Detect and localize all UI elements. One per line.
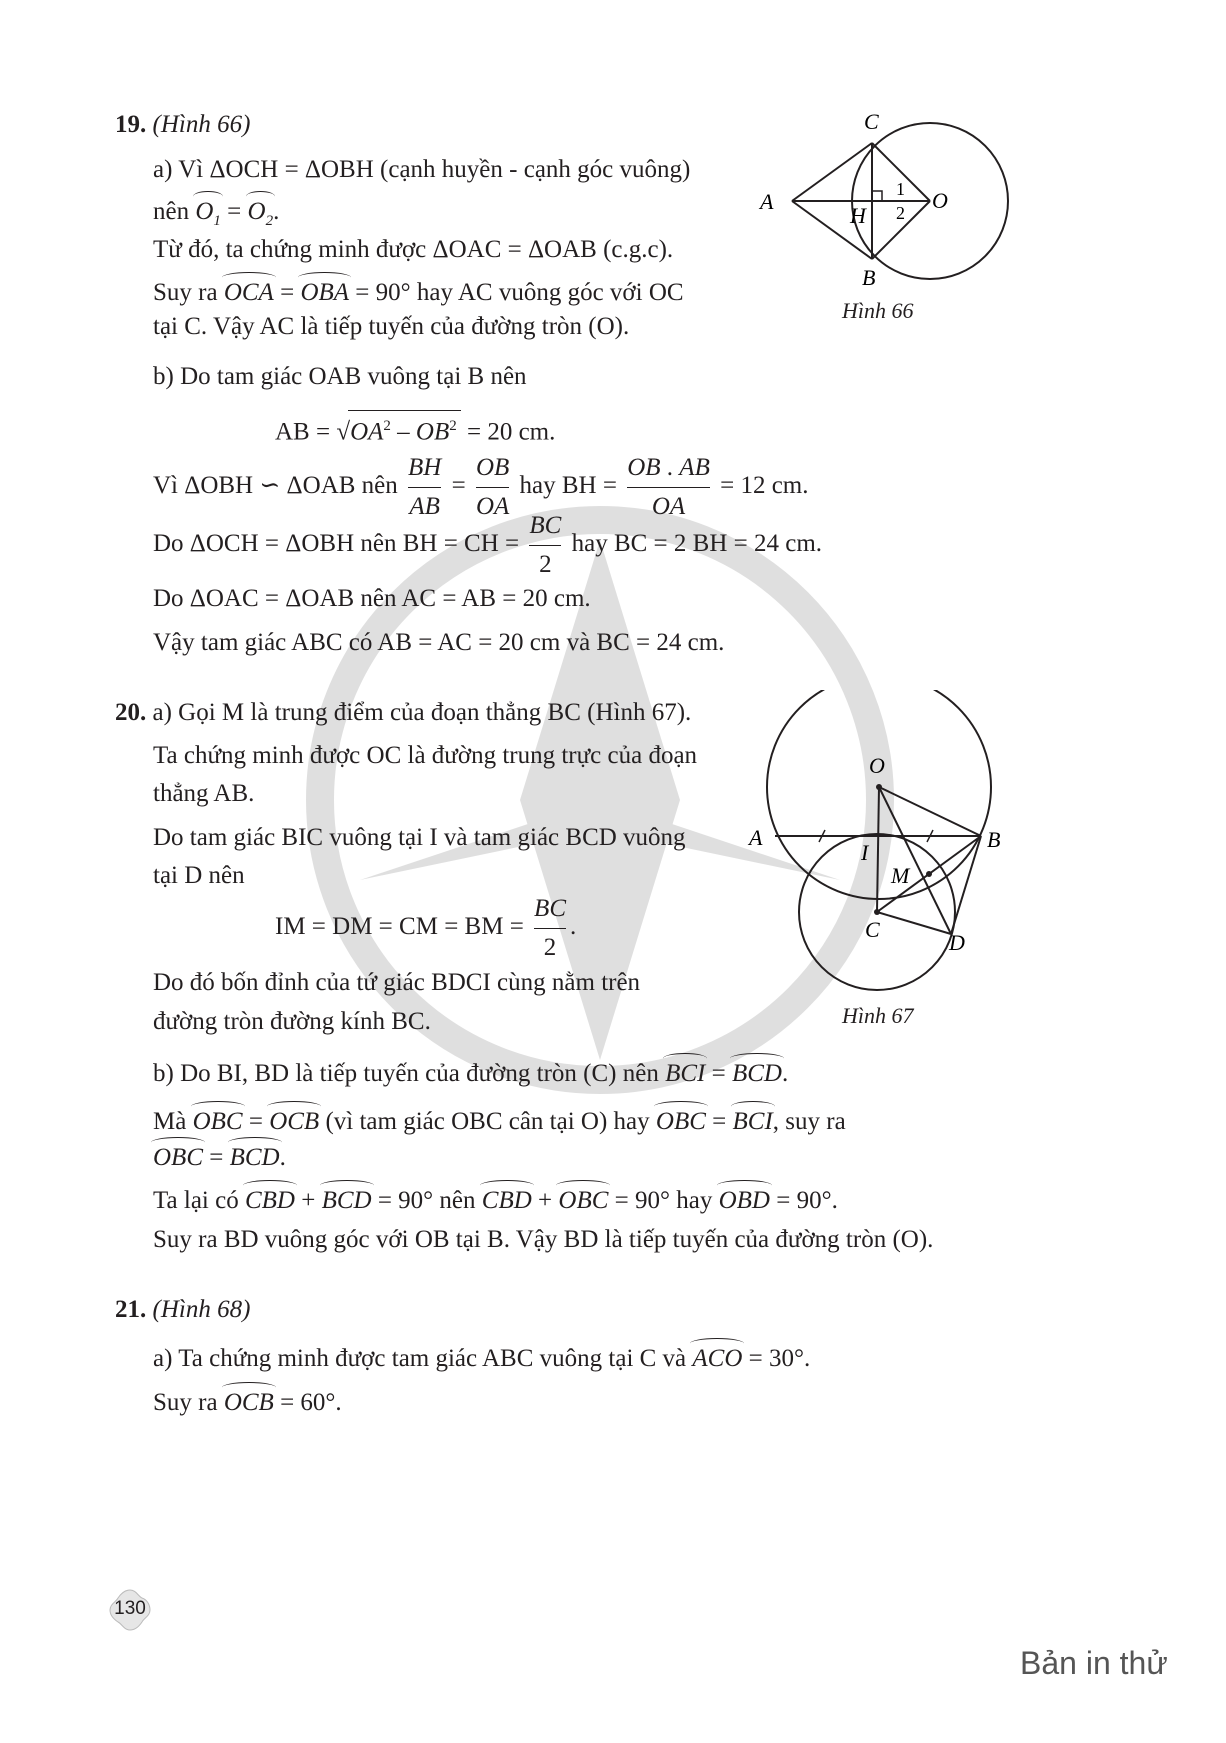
p19-line-b2: AB = $√OA^2 - OB^2 = 20$ cm.: [275, 410, 555, 447]
text: a) Gọi M là trung điểm của đoạn thẳng BC (Hình 67).: [152, 699, 692, 726]
text: = 60°.: [280, 1389, 342, 1416]
p19-line-a2: nên $O_1 = O_2$.: [153, 193, 279, 236]
text: hay BH =: [519, 472, 617, 499]
fig66-label-h: H: [850, 203, 866, 228]
angle-o2: $O_2$: [248, 193, 274, 236]
fig66-label-c: C: [864, 109, 879, 134]
problem-number: 21.: [115, 1296, 147, 1323]
problem-number: 19.: [115, 111, 147, 138]
p20-line-a8: đường tròn đường kính BC.: [153, 1008, 431, 1035]
fig66-label-a: A: [760, 189, 774, 214]
text: = 90° hay: [614, 1187, 713, 1214]
text: Vì ΔOBH ∽ ΔOAB nên: [153, 472, 398, 499]
p20-line-a6: IM = DM = CM = BM = $\frac{BC}{2}$ .: [275, 889, 576, 967]
fig67-label-b: B: [987, 827, 1001, 852]
fraction-obab-oa: $\frac{OB . AB}{OA}$: [627, 449, 710, 526]
figure-67-caption: Hình 67: [842, 1003, 914, 1028]
fig66-label-o: O: [932, 188, 948, 213]
figure-67: [745, 690, 1035, 1010]
text: = 90°.: [776, 1187, 838, 1214]
p19-line-a4: Suy ra OCA = OBA = 90° hay AC vuông góc với OC: [153, 274, 684, 308]
fig67-label-d: D: [949, 930, 965, 955]
print-proof-label: Bản in thử: [1020, 1645, 1168, 1681]
figure-66-caption: Hình 66: [842, 298, 914, 323]
angle-oca: OCA: [224, 274, 274, 308]
p19-line-b5: Do ΔOAC = ΔOAB nên AC = AB = 20 cm.: [153, 585, 591, 612]
angle-cbd: CBD: [482, 1182, 532, 1216]
figure-ref: (Hình 66): [152, 111, 251, 138]
text: Do ΔOCH = ΔOBH nên BH = CH =: [153, 530, 520, 557]
text: = 12 cm.: [720, 472, 809, 499]
text: nên: [153, 198, 190, 225]
p19-line-a5: tại C. Vậy AC là tiếp tuyến của đường tròn (O).: [153, 313, 630, 340]
p20-line-b4: Ta lại có CBD + BCD = 90° nên CBD + OBC = 90° hay OBD = 90°.: [153, 1182, 838, 1216]
p20-line-b1: b) Do BI, BD là tiếp tuyến của đường tròn (C) nên BCI = BCD.: [153, 1055, 788, 1089]
fig66-label-2: 2: [896, 203, 905, 223]
angle-obc: OBC: [193, 1103, 243, 1137]
fig66-label-1: 1: [896, 179, 905, 199]
figure-ref: (Hình 68): [152, 1296, 251, 1323]
fig67-label-i: I: [861, 840, 869, 865]
angle-oba: OBA: [300, 274, 349, 308]
fraction-bc-2: $\frac{BC}{2}$: [529, 507, 561, 584]
p20-line-a1: [115, 698, 691, 728]
p21-line-a1: [153, 1340, 810, 1374]
text: AB =: [275, 418, 331, 446]
page-number: 130: [114, 1598, 146, 1619]
fig67-label-a: A: [749, 825, 763, 850]
fig67-label-c: C: [865, 917, 880, 942]
p19-line-b1: b) Do tam giác OAB vuông tại B nên: [153, 363, 527, 390]
text: = 30°.: [748, 1345, 811, 1372]
angle-bcd: BCD: [322, 1182, 372, 1216]
angle-bcd: BCD: [230, 1139, 280, 1173]
angle-o1: $O_1$: [195, 193, 221, 236]
problem-21-heading: [115, 1295, 250, 1325]
angle-cbd: CBD: [245, 1182, 295, 1216]
p20-line-b3: OBC = BCD.: [153, 1139, 286, 1173]
p20-line-b2: Mà OBC = OCB (vì tam giác OBC cân tại O) hay OBC = BCI, suy ra: [153, 1103, 846, 1137]
p20-line-a4: Do tam giác BIC vuông tại I và tam giác BCD vuông: [153, 824, 686, 851]
p20-line-a3: thẳng AB.: [153, 780, 255, 807]
angle-ocb: OCB: [269, 1103, 319, 1137]
angle-bci: BCI: [665, 1055, 705, 1089]
text: = 90° nên: [377, 1187, 476, 1214]
angle-obd: OBD: [719, 1182, 770, 1216]
sqrt-expr: $OA^2 - OB^2$: [348, 410, 461, 447]
text: = 20 cm.: [466, 418, 556, 446]
p20-line-a2: Ta chứng minh được OC là đường trung trực của đoạn: [153, 742, 698, 769]
fig67-label-m: M: [891, 863, 910, 888]
text: Ta lại có: [153, 1187, 239, 1214]
angle-obc: OBC: [558, 1182, 608, 1216]
text: Suy ra: [153, 1389, 218, 1416]
text: Mà: [153, 1108, 187, 1135]
p20-line-b5: Suy ra BD vuông góc với OB tại B. Vậy BD là tiếp tuyến của đường tròn (O).: [153, 1226, 934, 1253]
page-number-badge: [108, 1588, 152, 1632]
angle-obc: OBC: [656, 1103, 706, 1137]
angle-aco: ACO: [692, 1340, 742, 1374]
fraction-bh-ab: $\frac{BH}{AB}$: [408, 449, 441, 526]
text: Suy ra: [153, 279, 218, 306]
fig67-label-o: O: [869, 753, 885, 778]
text: a) Ta chứng minh được tam giác ABC vuông tại C và: [153, 1345, 687, 1372]
text: , suy ra: [772, 1108, 846, 1135]
angle-ocb: OCB: [224, 1384, 274, 1418]
text: b) Do BI, BD là tiếp tuyến của đường tròn (C) nên: [153, 1060, 659, 1087]
p19-line-b6: Vậy tam giác ABC có AB = AC = 20 cm và BC = 24 cm.: [153, 629, 725, 656]
problem-19-heading: [115, 110, 250, 140]
text: = 90° hay AC vuông góc với OC: [355, 279, 684, 306]
p19-line-a1: a) Vì ΔOCH = ΔOBH (cạnh huyền - cạnh góc vuông): [153, 156, 691, 183]
p19-line-a3: Từ đó, ta chứng minh được ΔOAC = ΔOAB (c.g.c).: [153, 236, 674, 263]
fraction-ob-oa: $\frac{OB}{OA}$: [476, 449, 509, 526]
p19-line-b3: Vì ΔOBH ∽ ΔOAB nên $\frac{BH}{AB}$ = $\frac{OB}{OA}$ hay BH = $\frac{OB . AB}{OA}$ = 12 cm.: [153, 448, 809, 526]
p21-line-a2: [153, 1384, 342, 1418]
p19-line-b4: [153, 506, 822, 584]
figure-66: [750, 105, 1030, 305]
problem-number: 20.: [115, 699, 147, 726]
angle-bcd: BCD: [732, 1055, 782, 1089]
p20-line-a5: tại D nên: [153, 862, 245, 889]
text: (vì tam giác OBC cân tại O) hay: [325, 1108, 650, 1135]
fig66-label-b: B: [862, 265, 876, 290]
angle-bci: BCI: [733, 1103, 773, 1137]
p20-line-a7: Do đó bốn đỉnh của tứ giác BDCI cùng nằm trên: [153, 969, 641, 996]
text: hay BC = 2 BH = 24 cm.: [571, 530, 823, 557]
angle-obc: OBC: [153, 1139, 203, 1173]
text: IM = DM = CM = BM =: [275, 913, 524, 940]
fraction-bc-2: $\frac{BC}{2}$: [534, 890, 566, 967]
